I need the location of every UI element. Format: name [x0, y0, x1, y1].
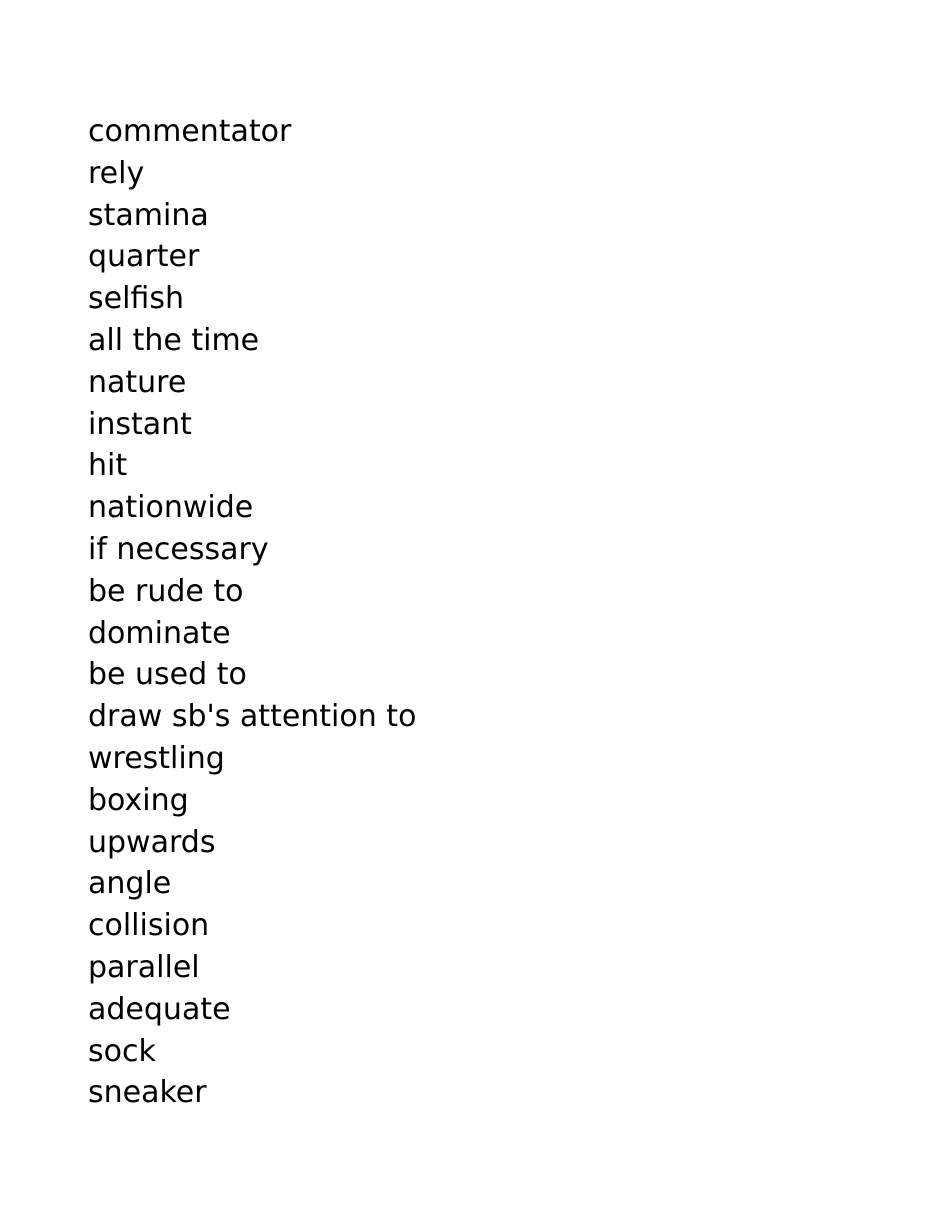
vocabulary-word: adequate [88, 991, 231, 1027]
vocabulary-word: hit [88, 448, 128, 484]
vocabulary-word: upwards [88, 824, 216, 860]
vocabulary-word: parallel [88, 949, 200, 985]
vocabulary-word: nationwide [88, 490, 254, 526]
vocabulary-word: if necessary [88, 531, 269, 567]
vocabulary-word: angle [88, 866, 172, 902]
vocabulary-word: be rude to [88, 573, 244, 609]
vocabulary-word: selfish [88, 281, 184, 317]
vocabulary-word: nature [88, 364, 187, 400]
vocabulary-word: commentator [88, 114, 292, 149]
vocabulary-word: dominate [88, 615, 231, 651]
vocabulary-word: wrestling [88, 740, 225, 776]
vocabulary-word: sock [88, 1033, 156, 1069]
vocabulary-word: quarter [88, 239, 200, 275]
vocabulary-word: boxing [88, 782, 189, 818]
vocabulary-word: all the time [88, 322, 260, 358]
vocabulary-word: sneaker [88, 1075, 207, 1111]
vocabulary-word: instant [88, 406, 192, 442]
vocabulary-list [88, 111, 416, 1114]
vocabulary-word: be used to [88, 657, 247, 693]
vocabulary-word: collision [88, 908, 210, 944]
vocabulary-word: stamina [88, 197, 209, 233]
vocabulary-word: draw sb's attention to [88, 699, 417, 735]
vocabulary-word: rely [88, 155, 145, 191]
